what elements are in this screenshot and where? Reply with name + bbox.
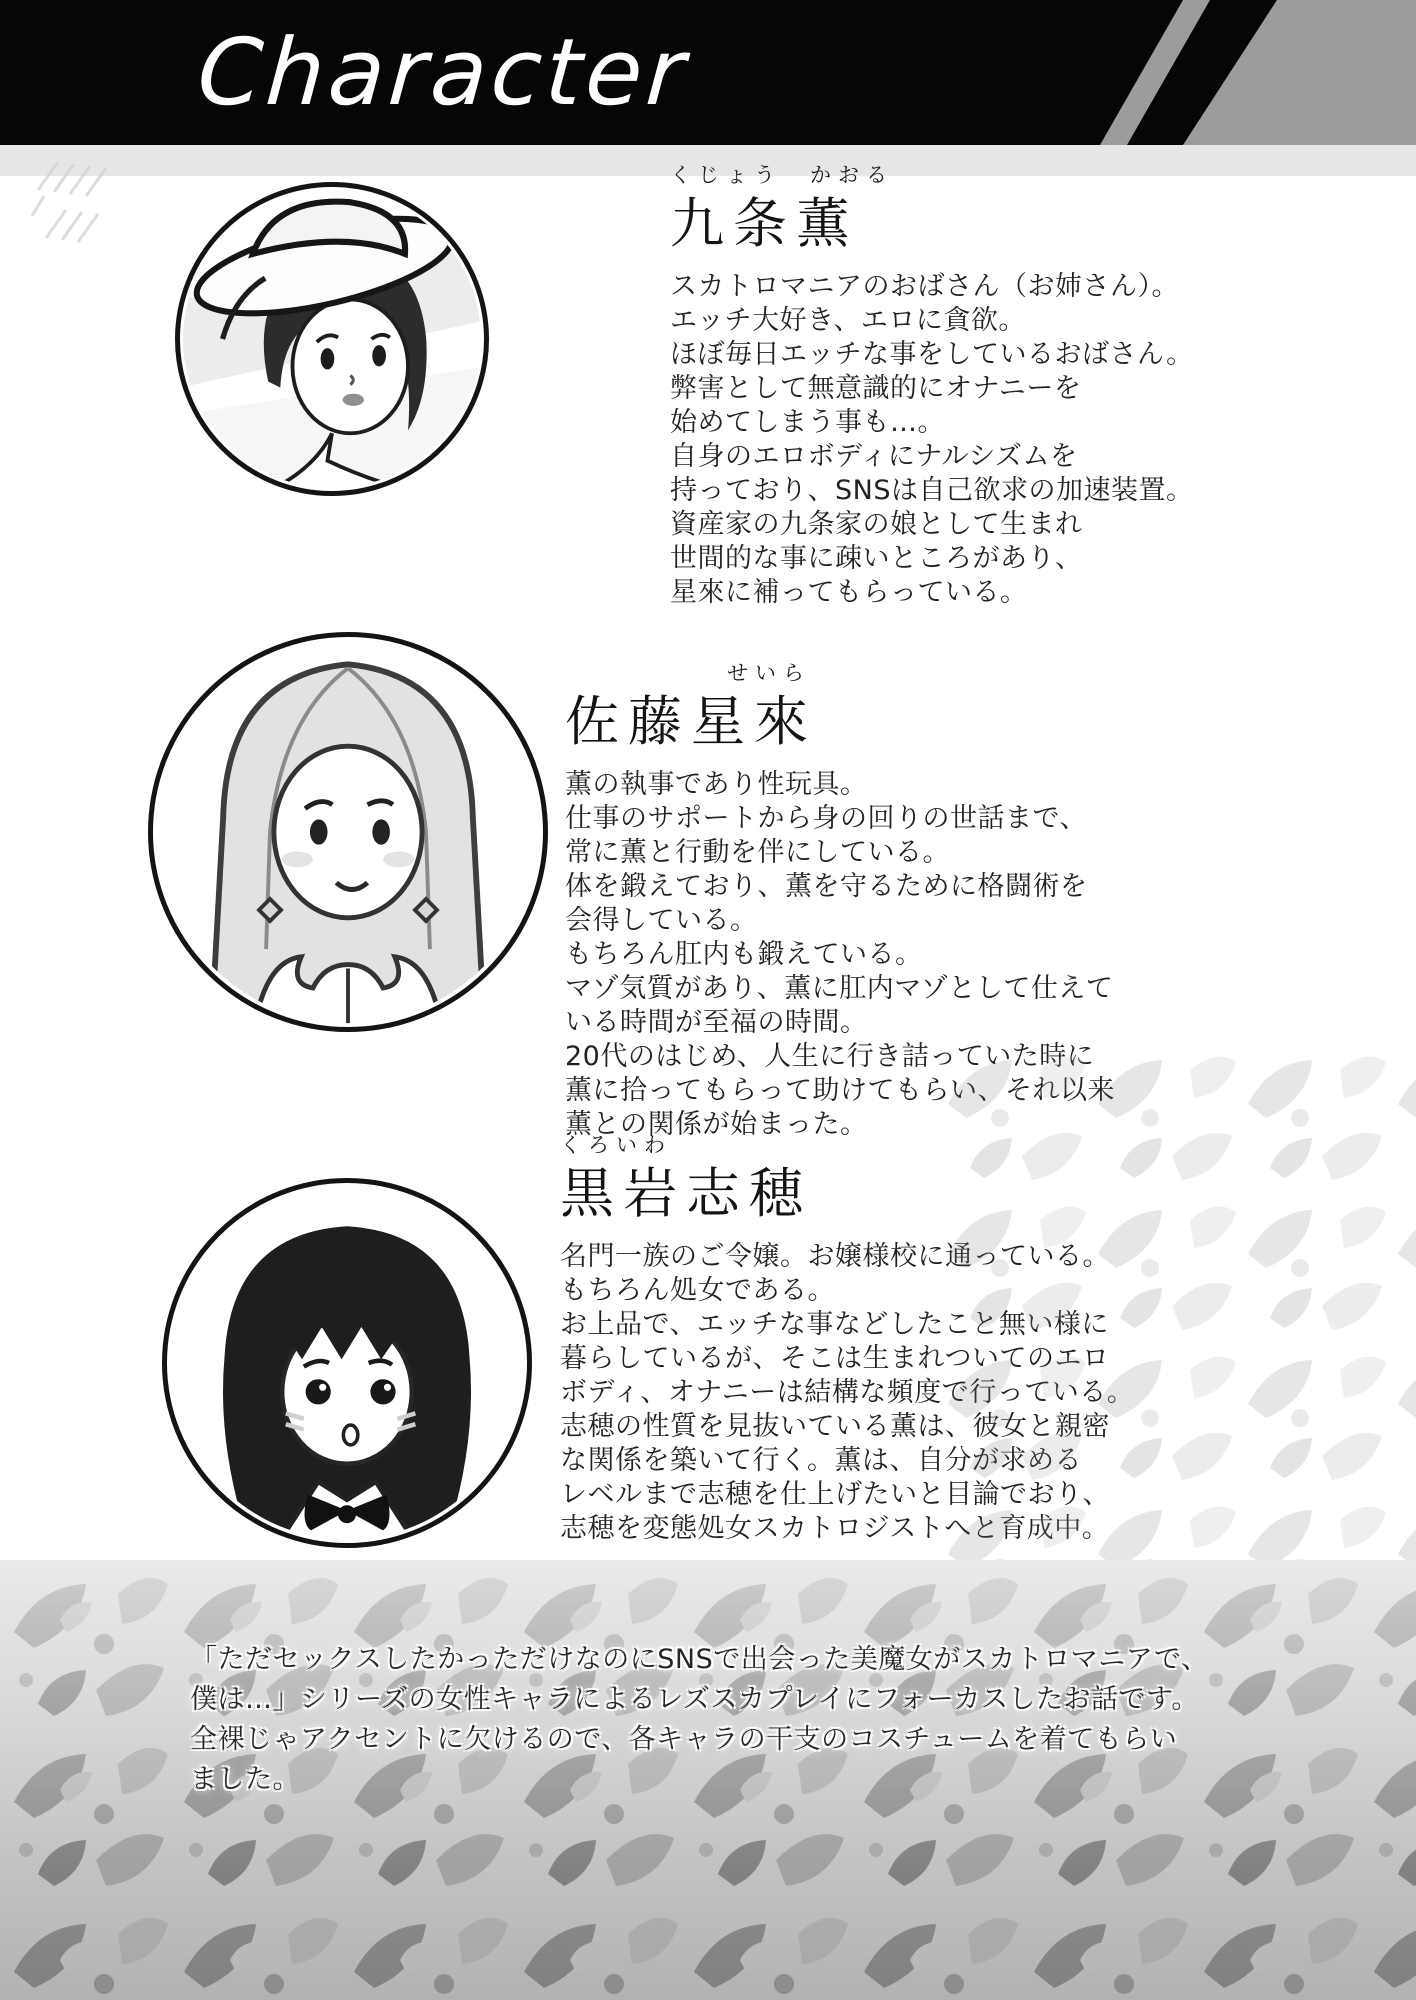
text-line: 薫の執事であり性玩具。 (565, 769, 868, 800)
text-line: スカトロマニアのおばさん（お姉さん）。 (670, 271, 1179, 302)
text-line: 全裸じゃアクセントに欠けるので、各キャラの干支のコスチュームを着てもらい (190, 1724, 1178, 1755)
furigana-shiho: くろいわ (560, 1133, 672, 1157)
text-line: マゾ気質があり、薫に肛内マゾとして仕えて (565, 973, 1114, 1004)
text-line: な関係を築いて行く。薫は、自分が求める (560, 1445, 1082, 1476)
text-line: 志穂を変態処女スカトロジストへと育成中。 (560, 1513, 1110, 1544)
text-line: 暮らしているが、そこは生まれついてのエロ (560, 1343, 1110, 1374)
portrait-kujo-kaoru (175, 182, 489, 496)
afterword-note (190, 1640, 1310, 1800)
text-line: 薫との関係が始まった。 (565, 1109, 868, 1140)
text-line: もちろん肛内も鍛えている。 (565, 939, 923, 970)
character-name-shiho: 黒岩志穂 (560, 1162, 812, 1225)
text-line: レベルまで志穂を仕上げたいと目論でおり、 (560, 1479, 1110, 1510)
footer-band (0, 1560, 1416, 2000)
text-line: 仕事のサポートから身の回りの世話まで、 (565, 803, 1087, 834)
text-line: お上品で、エッチな事などしたこと無い様に (560, 1309, 1109, 1340)
text-line: 体を鍛えており、薫を守るために格闘術を (565, 871, 1088, 902)
text-line: 志穂の性質を見抜いている薫は、彼女と親密 (560, 1411, 1110, 1442)
text-line: 常に薫と行動を伴にしている。 (565, 837, 950, 868)
text-line: 薫に拾ってもらって助けてもらい、それ以来 (565, 1075, 1115, 1106)
character-name-seira: 佐藤星來 (565, 690, 817, 753)
page-title: Character (194, 19, 692, 126)
furigana-kaoru: くじょう かおる (670, 163, 894, 187)
text-line: 持っており、SNSは自己欲求の加速装置。 (670, 475, 1194, 506)
text-line: 名門一族のご令嬢。お嬢様校に通っている。 (560, 1241, 1110, 1272)
text-line: 自身のエロボディにナルシズムを (670, 441, 1078, 472)
text-line: 星來に補ってもらっている。 (670, 577, 1028, 608)
woman-with-hat-illustration (180, 187, 484, 491)
pencil-hatch-marks (24, 150, 164, 260)
text-line: 「ただセックスしたかっただけなのにSNSで出会った美魔女がスカトロマニアで、 (190, 1644, 1209, 1675)
text-line: 20代のはじめ、人生に行き詰っていた時に (565, 1041, 1095, 1072)
text-line: エッチ大好き、エロに貪欲。 (670, 305, 1026, 336)
text-line: ボディ、オナニーは結構な頻度で行っている。 (560, 1377, 1135, 1408)
text-line: 世間的な事に疎いところがあり、 (670, 543, 1083, 574)
text-line: ました。 (190, 1764, 300, 1795)
furigana-seira: せいら (727, 661, 811, 685)
text-line: 会得している。 (565, 905, 758, 936)
leaf-collage-faint (936, 1040, 1416, 1560)
portrait-sato-seira (148, 632, 548, 1032)
text-line: いる時間が至福の時間。 (565, 1007, 868, 1038)
text-line: 資産家の九条家の娘として生まれ (670, 509, 1083, 540)
text-line: 僕は…」シリーズの女性キャラによるレズスカプレイにフォーカスしたお話です。 (190, 1684, 1199, 1715)
header-band (0, 0, 1416, 145)
portrait-kuroiwa-shiho (162, 1178, 532, 1548)
character-name-kaoru: 九条薫 (670, 192, 859, 255)
character-bio-kaoru (670, 270, 1194, 610)
text-line: 弊害として無意識的にオナニーを (670, 373, 1082, 404)
girl-bob-hair-illustration (167, 1183, 527, 1543)
character-section-kaoru (670, 162, 1194, 610)
text-line: ほぼ毎日エッチな事をしているおばさん。 (670, 339, 1194, 370)
woman-long-hair-illustration (153, 637, 543, 1027)
text-line: もちろん処女である。 (560, 1275, 835, 1306)
text-line: 始めてしまう事も…。 (670, 407, 945, 438)
